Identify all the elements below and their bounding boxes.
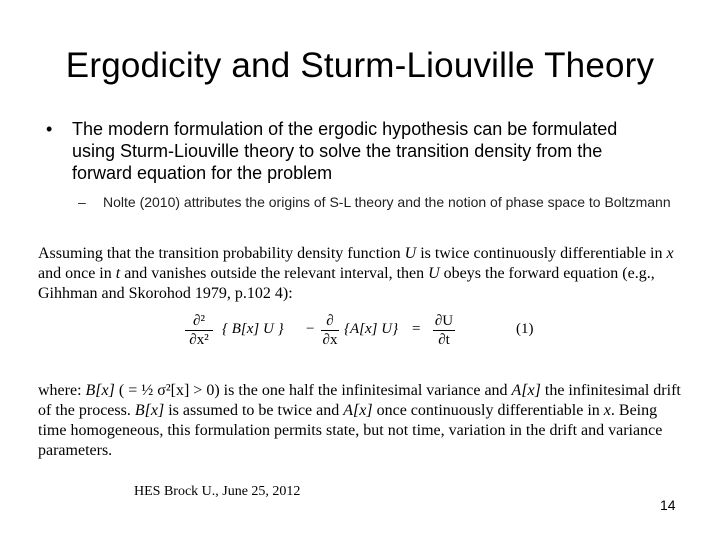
p2-var-B: B[x] <box>85 382 115 399</box>
eq-label: (1) <box>516 321 534 337</box>
fraction-time-derivative <box>432 312 456 349</box>
fraction-second-derivative <box>184 312 214 349</box>
frac1-denominator: ∂x² <box>189 332 209 348</box>
bullet-main-text: The modern formulation of the ergodic hypothesis can be formulated using Sturm-Liouville theory to solve the transition density from the forward equation for the problem <box>72 119 618 183</box>
forward-equation <box>180 312 580 358</box>
frac2-denominator: ∂x <box>322 332 338 348</box>
p1-text-b: is twice continuously differentiable in <box>416 245 667 262</box>
fraction-first-derivative <box>320 312 340 349</box>
p2-text-e: once continuously differentiable in <box>372 402 604 419</box>
bullet-sub-text: Nolte (2010) attributes the origins of S-L theory and the notion of phase space to Boltzmann <box>103 194 671 210</box>
sub-bullet-marker: – <box>78 194 86 210</box>
eq-equals: = <box>412 321 421 337</box>
p1-var-U2: U <box>428 265 440 282</box>
scanned-paragraph-1 <box>38 244 678 304</box>
p1-text-e: obeys the forward equation (e.g., Gihhman and Skorohod 1979, p.102 4): <box>38 265 655 302</box>
frac3-numerator: ∂U <box>434 313 454 329</box>
page-number: 14 <box>660 497 676 513</box>
p2-var-x: x <box>603 402 611 419</box>
p2-text-f: . Being time homogeneous, this formulation permits state, but not time, variation in the drift and variance parameters. <box>38 402 663 459</box>
frac2-numerator: ∂ <box>326 313 334 329</box>
p1-text-d: and vanishes outside the relevant interval, then <box>120 265 429 282</box>
p1-var-U: U <box>404 245 417 262</box>
p2-var-A2: A[x] <box>343 402 373 419</box>
p1-text-a: Assuming that the transition probability density function <box>38 245 405 262</box>
slide-title: Ergodicity and Sturm-Liouville Theory <box>65 46 655 85</box>
eq-term-1: { B[x] U } <box>222 321 284 337</box>
p2-text-c: the infinitesimal drift of the process. <box>38 382 681 419</box>
p1-var-x: x <box>666 245 674 262</box>
p1-text-c: and once in <box>38 265 116 282</box>
slide-footer: HES Brock U., June 25, 2012 <box>134 484 301 499</box>
p2-text-b: ( = ½ σ²[x] > 0) is the one half the infinitesimal variance and <box>114 382 512 399</box>
frac3-denominator: ∂t <box>438 332 450 348</box>
p2-var-B2: B[x] <box>134 402 165 419</box>
frac1-numerator: ∂² <box>193 313 205 329</box>
p2-text-a: where: <box>38 382 86 399</box>
p2-text-d: is assumed to be twice and <box>164 402 344 419</box>
eq-minus: − <box>306 321 315 337</box>
bullet-marker: • <box>46 119 53 139</box>
p1-var-t: t <box>115 265 121 282</box>
eq-term-2: {A[x] U} <box>344 321 399 337</box>
p2-var-A: A[x] <box>511 382 541 399</box>
scanned-paragraph-2 <box>38 381 683 461</box>
